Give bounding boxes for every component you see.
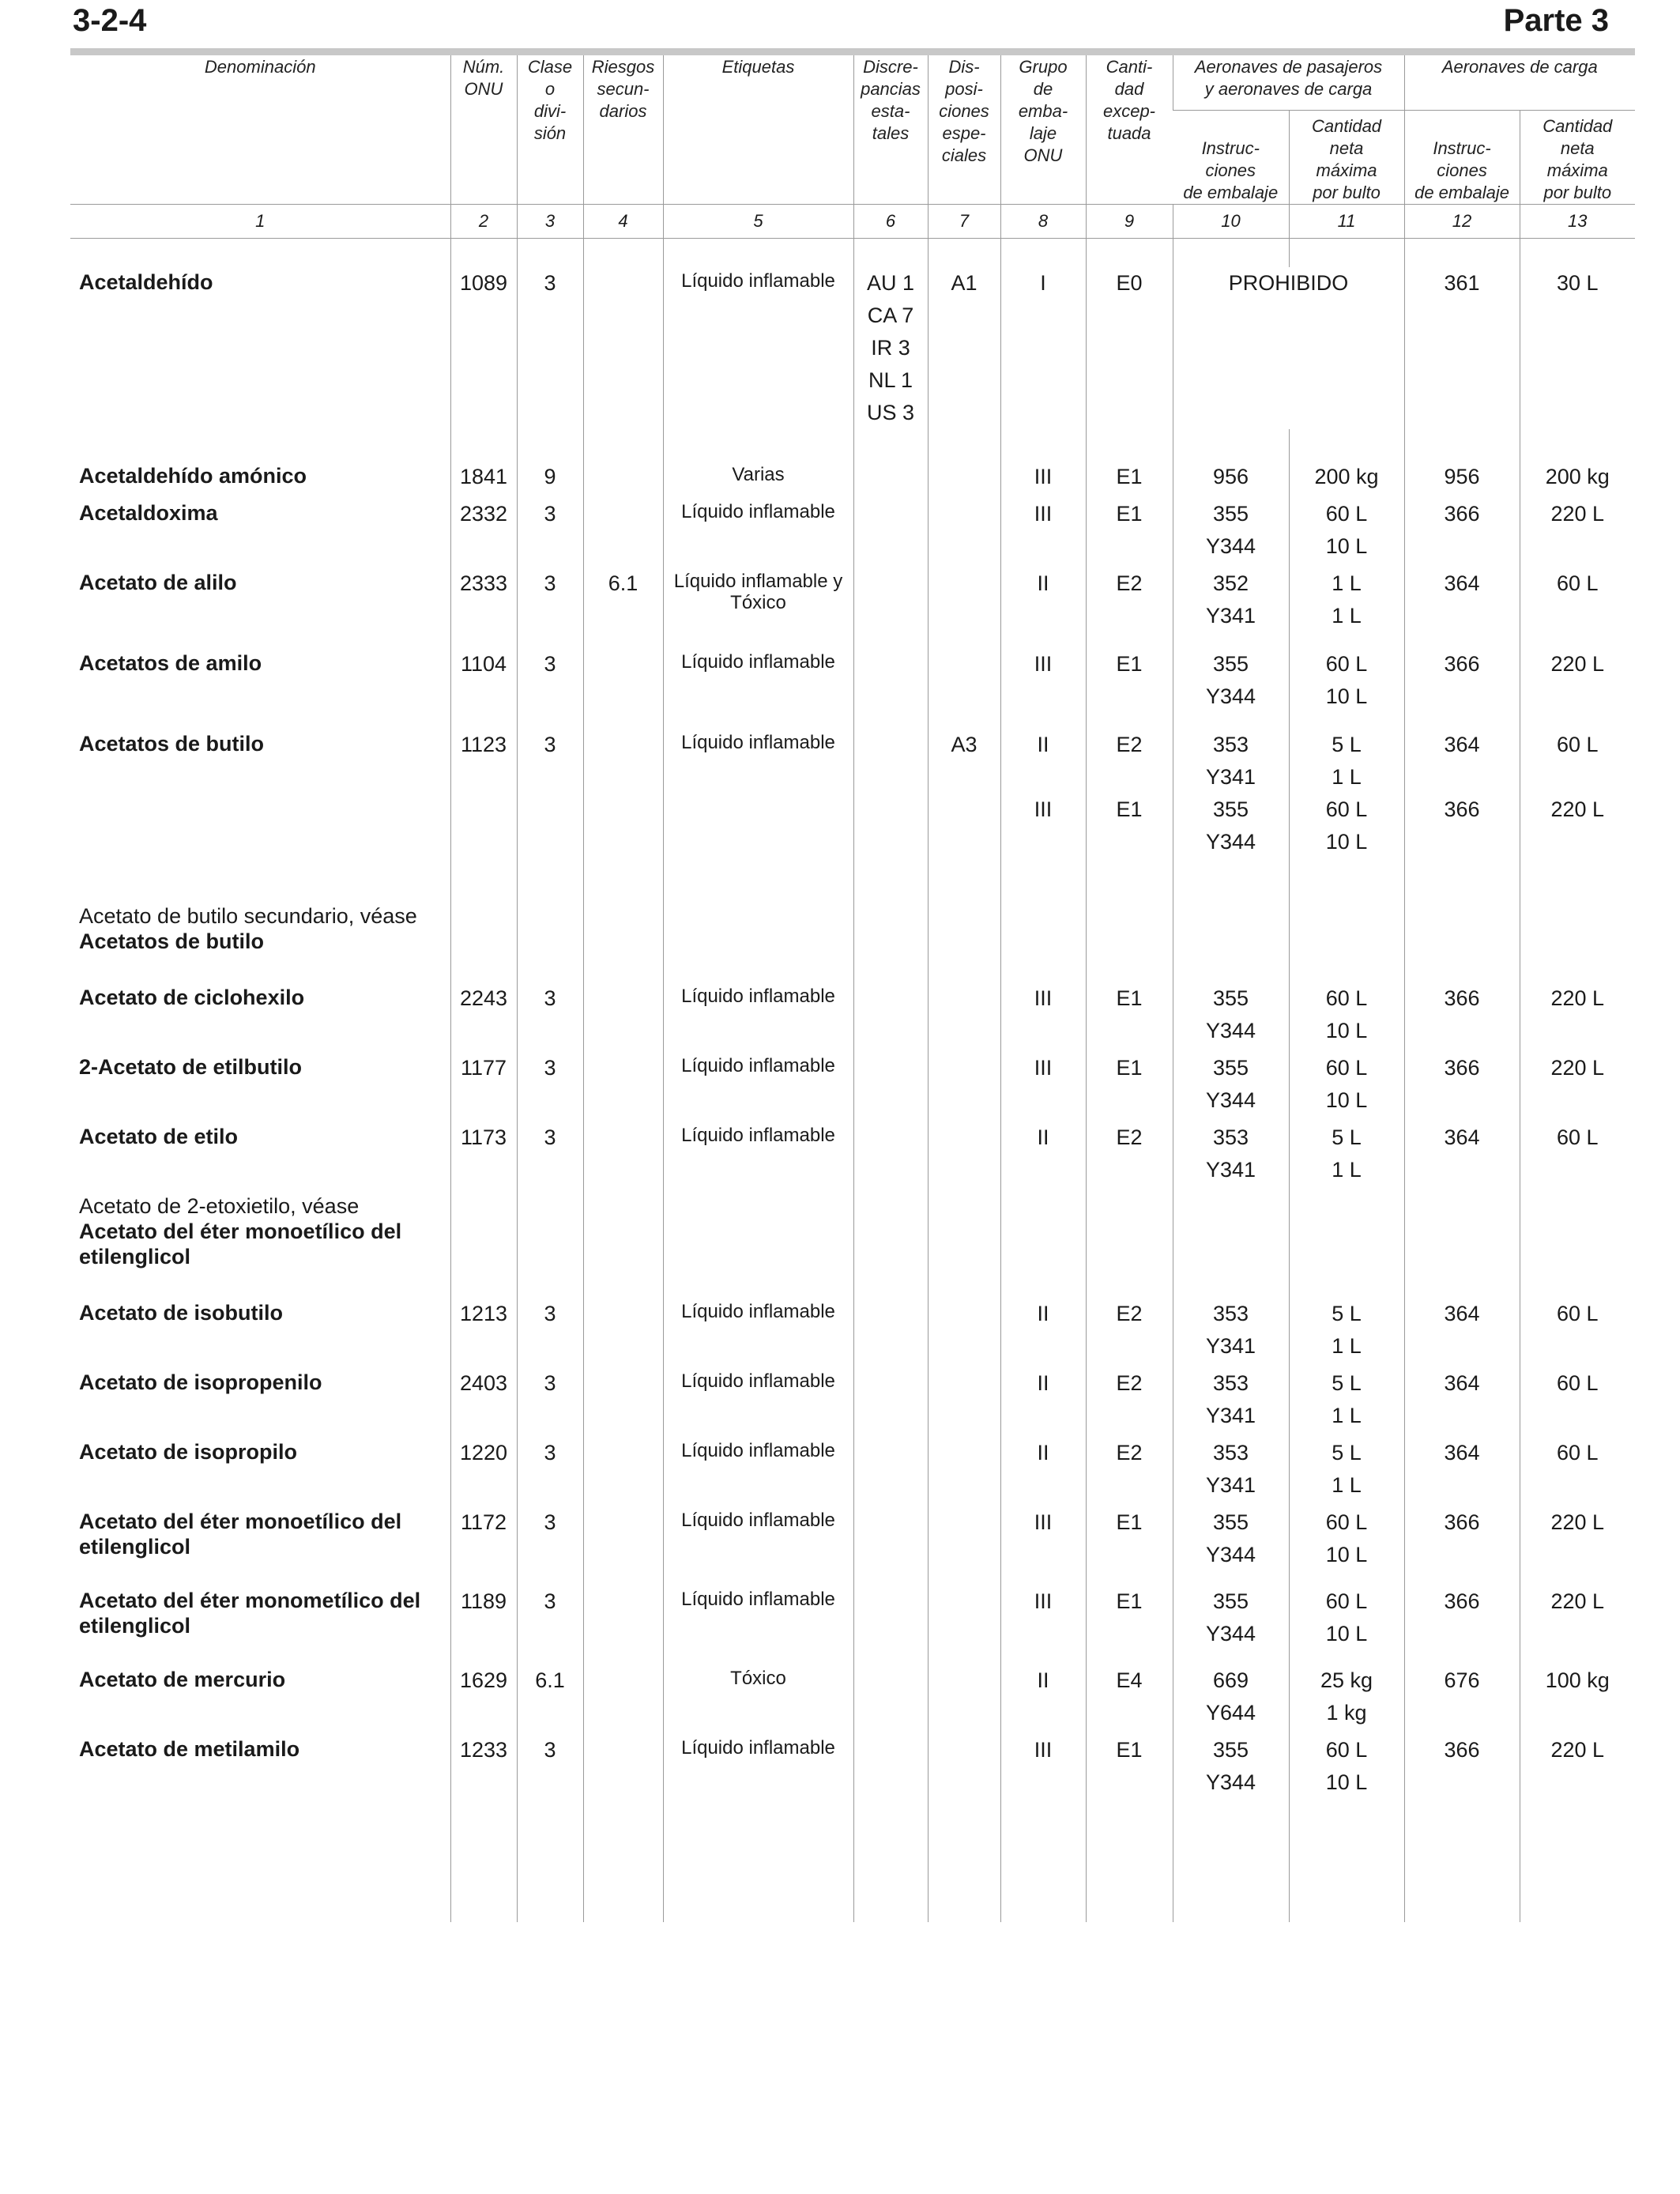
excepted-quantity: E4 <box>1086 1664 1173 1729</box>
pax-packing-instruction: 355 Y344 <box>1173 498 1289 563</box>
special-provision <box>928 982 1000 1047</box>
state-variation <box>853 1585 928 1650</box>
packing-group: I <box>1000 267 1086 429</box>
cargo-max-quantity: 220 L <box>1520 1585 1635 1650</box>
pax-packing-instruction: 353 Y341 <box>1173 1298 1289 1363</box>
column-number-7: 7 <box>928 205 1000 239</box>
un-number: 1213 <box>450 1298 517 1363</box>
prohibited-note: PROHIBIDO <box>1173 267 1404 429</box>
packing-group: III <box>1000 1585 1086 1650</box>
subsidiary-risk <box>583 1367 663 1432</box>
hazard-label: Líquido inflamable <box>663 267 853 429</box>
state-variation <box>853 1664 928 1729</box>
subsidiary-risk <box>583 729 663 858</box>
col-head-10: Instruc- ciones de embalaje <box>1183 138 1279 202</box>
substance-name: Acetato de metilamilo <box>79 1737 300 1761</box>
class: 9 <box>517 461 583 493</box>
subsidiary-risk <box>583 1585 663 1650</box>
table-row <box>70 1437 1635 1502</box>
un-number: 1841 <box>450 461 517 493</box>
excepted-quantity: E1 <box>1086 1506 1173 1571</box>
packing-group: III <box>1000 982 1086 1047</box>
pax-max-quantity: 60 L 10 L <box>1289 982 1404 1047</box>
state-variation <box>853 648 928 713</box>
pax-max-quantity: 60 L 10 L <box>1289 1052 1404 1117</box>
cargo-max-quantity: 100 kg <box>1520 1664 1635 1729</box>
state-variation <box>853 1367 928 1432</box>
table-row <box>70 648 1635 713</box>
packing-group: III <box>1000 1052 1086 1117</box>
hazard-label: Líquido inflamable <box>663 1122 853 1186</box>
excepted-quantity: E1 <box>1086 648 1173 713</box>
pax-packing-instruction: 669 Y644 <box>1173 1664 1289 1729</box>
cargo-max-quantity: 60 L <box>1520 1437 1635 1502</box>
hazard-label: Líquido inflamable <box>663 1585 853 1650</box>
cargo-max-quantity: 60 L <box>1520 567 1635 632</box>
special-provision <box>928 567 1000 632</box>
state-variation <box>853 1506 928 1571</box>
col-head-1: Denominación <box>204 57 316 77</box>
cargo-max-quantity: 220 L <box>1520 1506 1635 1571</box>
reference-target: Acetatos de butilo <box>79 929 265 953</box>
col-head-5: Etiquetas <box>663 55 853 205</box>
table-row <box>70 1052 1635 1117</box>
packing-group: III <box>1000 648 1086 713</box>
pax-max-quantity: 5 L 1 L <box>1289 1367 1404 1432</box>
class: 3 <box>517 498 583 563</box>
un-number: 1189 <box>450 1585 517 1650</box>
cargo-max-quantity: 60 L <box>1520 1298 1635 1363</box>
col-head-13: Cantidad neta máxima por bulto <box>1520 111 1635 205</box>
state-variation <box>853 461 928 493</box>
class: 3 <box>517 1298 583 1363</box>
special-provision <box>928 498 1000 563</box>
column-number-8: 8 <box>1000 205 1086 239</box>
un-number: 1089 <box>450 267 517 429</box>
state-variation <box>853 1437 928 1502</box>
special-provision <box>928 648 1000 713</box>
cargo-packing-instruction: 366 <box>1404 1506 1520 1571</box>
state-variation <box>853 1734 928 1799</box>
hazard-label: Líquido inflamable <box>663 1367 853 1432</box>
substance-name: Acetaldehído <box>79 270 213 294</box>
pax-packing-instruction: 353 Y341 355 Y344 <box>1173 729 1289 858</box>
hazard-label: Líquido inflamable <box>663 1298 853 1363</box>
hazard-label: Líquido inflamable <box>663 648 853 713</box>
col-head-11: Cantidad neta máxima por bulto <box>1289 111 1404 205</box>
cross-reference <box>70 1191 450 1269</box>
special-provision <box>928 1052 1000 1117</box>
pax-packing-instruction: 355 Y344 <box>1173 648 1289 713</box>
substance-name: Acetato de etilo <box>79 1125 239 1148</box>
cargo-max-quantity: 220 L <box>1520 648 1635 713</box>
table-row <box>70 1367 1635 1432</box>
dangerous-goods-table <box>70 55 1635 1922</box>
class: 3 <box>517 729 583 858</box>
excepted-quantity: E2 <box>1086 1298 1173 1363</box>
class: 3 <box>517 1122 583 1186</box>
special-provision <box>928 1367 1000 1432</box>
pax-max-quantity: 200 kg <box>1289 461 1404 493</box>
table-row <box>70 461 1635 493</box>
subsidiary-risk <box>583 267 663 429</box>
hazard-label: Varias <box>663 461 853 493</box>
table-row <box>70 729 1635 858</box>
un-number: 2403 <box>450 1367 517 1432</box>
column-number-row <box>70 205 1635 239</box>
pax-packing-instruction: 355 Y344 <box>1173 1585 1289 1650</box>
subsidiary-risk <box>583 461 663 493</box>
cargo-packing-instruction: 364 <box>1404 1298 1520 1363</box>
pax-packing-instruction: 353 Y341 <box>1173 1437 1289 1502</box>
substance-name: Acetato de isopropenilo <box>79 1370 322 1394</box>
pax-max-quantity: 60 L 10 L <box>1289 648 1404 713</box>
subsidiary-risk <box>583 1506 663 1571</box>
class: 3 <box>517 1506 583 1571</box>
column-number-13: 13 <box>1520 205 1635 239</box>
excepted-quantity: E1 <box>1086 1052 1173 1117</box>
col-head-4: Riesgos secun- darios <box>583 55 663 205</box>
table-row <box>70 567 1635 632</box>
subsidiary-risk <box>583 1734 663 1799</box>
pax-packing-instruction: 956 <box>1173 461 1289 493</box>
special-provision <box>928 1664 1000 1729</box>
class: 3 <box>517 1052 583 1117</box>
subsidiary-risk <box>583 1052 663 1117</box>
pax-max-quantity: 1 L 1 L <box>1289 567 1404 632</box>
class: 3 <box>517 1437 583 1502</box>
subsidiary-risk <box>583 498 663 563</box>
cargo-max-quantity: 220 L <box>1520 498 1635 563</box>
excepted-quantity: E2 E1 <box>1086 729 1173 858</box>
pax-max-quantity: 60 L 10 L <box>1289 1506 1404 1571</box>
packing-group: III <box>1000 1734 1086 1799</box>
table-row <box>70 498 1635 563</box>
packing-group: II III <box>1000 729 1086 858</box>
cargo-packing-instruction: 676 <box>1404 1664 1520 1729</box>
col-head-9: Canti- dad excep- tuada <box>1086 55 1173 205</box>
cargo-max-quantity: 220 L <box>1520 1734 1635 1799</box>
pax-max-quantity: 5 L 1 L 60 L 10 L <box>1289 729 1404 858</box>
cargo-max-quantity: 30 L <box>1520 267 1635 429</box>
un-number: 1629 <box>450 1664 517 1729</box>
state-variation <box>853 1052 928 1117</box>
un-number: 1104 <box>450 648 517 713</box>
excepted-quantity: E0 <box>1086 267 1173 429</box>
table-row <box>70 1585 1635 1650</box>
pax-packing-instruction: 353 Y341 <box>1173 1122 1289 1186</box>
substance-name: Acetato de mercurio <box>79 1668 286 1691</box>
table-row <box>70 1664 1635 1729</box>
special-provision: A3 <box>928 729 1000 858</box>
top-rule <box>70 48 1635 55</box>
reference-text: Acetato de 2-etoxietilo, véase <box>79 1194 360 1218</box>
special-provision <box>928 1734 1000 1799</box>
excepted-quantity: E2 <box>1086 1122 1173 1186</box>
column-number-1: 1 <box>70 205 450 239</box>
packing-group: II <box>1000 1437 1086 1502</box>
pax-max-quantity: 5 L 1 L <box>1289 1437 1404 1502</box>
packing-group: II <box>1000 1298 1086 1363</box>
substance-name: Acetatos de butilo <box>79 732 265 756</box>
cargo-max-quantity: 60 L 220 L <box>1520 729 1635 858</box>
subsidiary-risk: 6.1 <box>583 567 663 632</box>
excepted-quantity: E1 <box>1086 1734 1173 1799</box>
pax-packing-instruction: 352 Y341 <box>1173 567 1289 632</box>
column-number-9: 9 <box>1086 205 1173 239</box>
excepted-quantity: E1 <box>1086 498 1173 563</box>
excepted-quantity: E2 <box>1086 1437 1173 1502</box>
column-number-5: 5 <box>663 205 853 239</box>
pax-packing-instruction: 355 Y344 <box>1173 1052 1289 1117</box>
packing-group: II <box>1000 567 1086 632</box>
cargo-max-quantity: 220 L <box>1520 1052 1635 1117</box>
col-head-12: Instruc- ciones de embalaje <box>1404 111 1520 205</box>
class: 3 <box>517 1734 583 1799</box>
substance-name: Acetato de alilo <box>79 571 237 594</box>
cargo-packing-instruction: 366 <box>1404 1585 1520 1650</box>
un-number: 1220 <box>450 1437 517 1502</box>
reference-text: Acetato de butilo secundario, véase <box>79 904 417 928</box>
column-number-12: 12 <box>1404 205 1520 239</box>
special-provision <box>928 1298 1000 1363</box>
special-provision: A1 <box>928 267 1000 429</box>
pax-max-quantity: 5 L 1 L <box>1289 1298 1404 1363</box>
column-number-11: 11 <box>1289 205 1404 239</box>
class: 3 <box>517 648 583 713</box>
hazard-label: Líquido inflamable <box>663 1734 853 1799</box>
substance-name: Acetato de isopropilo <box>79 1440 298 1464</box>
cargo-packing-instruction: 956 <box>1404 461 1520 493</box>
packing-group: II <box>1000 1367 1086 1432</box>
cargo-packing-instruction: 364 <box>1404 1122 1520 1186</box>
cargo-packing-instruction: 366 <box>1404 498 1520 563</box>
substance-name: Acetaldoxima <box>79 501 218 525</box>
cargo-packing-instruction: 361 <box>1404 267 1520 429</box>
column-number-3: 3 <box>517 205 583 239</box>
table-row <box>70 1298 1635 1363</box>
subsidiary-risk <box>583 982 663 1047</box>
excepted-quantity: E2 <box>1086 1367 1173 1432</box>
hazard-label: Líquido inflamable <box>663 729 853 858</box>
col-head-7: Dis- posi- ciones espe- ciales <box>928 55 1000 205</box>
column-number-2: 2 <box>450 205 517 239</box>
un-number: 1233 <box>450 1734 517 1799</box>
col-head-8: Grupo de emba- laje ONU <box>1000 55 1086 205</box>
un-number: 1173 <box>450 1122 517 1186</box>
substance-name: Acetatos de amilo <box>79 651 262 675</box>
substance-name: Acetato del éter monometílico del etilenglicol <box>79 1589 421 1638</box>
special-provision <box>928 1585 1000 1650</box>
column-number-10: 10 <box>1173 205 1289 239</box>
state-variation <box>853 498 928 563</box>
table-row <box>70 1506 1635 1571</box>
pax-max-quantity: 25 kg 1 kg <box>1289 1664 1404 1729</box>
subsidiary-risk <box>583 1298 663 1363</box>
pax-packing-instruction: 355 Y344 <box>1173 1734 1289 1799</box>
special-provision <box>928 1437 1000 1502</box>
group-head-cargo: Aeronaves de carga <box>1404 55 1635 111</box>
substance-name: Acetato de ciclohexilo <box>79 986 305 1009</box>
state-variation <box>853 729 928 858</box>
part-title: Parte 3 <box>1503 3 1609 38</box>
state-variation <box>853 982 928 1047</box>
cargo-packing-instruction: 364 <box>1404 1437 1520 1502</box>
state-variation <box>853 567 928 632</box>
table-row <box>70 267 1635 429</box>
substance-name: Acetato del éter monoetílico del etilenglicol <box>79 1510 402 1559</box>
un-number: 1172 <box>450 1506 517 1571</box>
cargo-max-quantity: 200 kg <box>1520 461 1635 493</box>
column-number-6: 6 <box>853 205 928 239</box>
table-row <box>70 1122 1635 1186</box>
excepted-quantity: E1 <box>1086 461 1173 493</box>
class: 3 <box>517 1367 583 1432</box>
un-number: 2243 <box>450 982 517 1047</box>
substance-name: Acetato de isobutilo <box>79 1301 284 1325</box>
pax-max-quantity: 60 L 10 L <box>1289 498 1404 563</box>
cargo-packing-instruction: 364 <box>1404 1367 1520 1432</box>
cross-reference <box>70 901 450 954</box>
cargo-packing-instruction: 364 366 <box>1404 729 1520 858</box>
table-row <box>70 1734 1635 1799</box>
cargo-packing-instruction: 366 <box>1404 648 1520 713</box>
substance-name: Acetaldehído amónico <box>79 464 307 488</box>
cargo-packing-instruction: 366 <box>1404 1052 1520 1117</box>
special-provision <box>928 1506 1000 1571</box>
hazard-label: Líquido inflamable <box>663 1052 853 1117</box>
cargo-max-quantity: 220 L <box>1520 982 1635 1047</box>
state-variation <box>853 1298 928 1363</box>
hazard-label: Tóxico <box>663 1664 853 1729</box>
excepted-quantity: E1 <box>1086 1585 1173 1650</box>
subsidiary-risk <box>583 1664 663 1729</box>
hazard-label: Líquido inflamable y Tóxico <box>663 567 853 632</box>
col-head-6: Discre- pancias esta- tales <box>853 55 928 205</box>
un-number: 1177 <box>450 1052 517 1117</box>
un-number: 2332 <box>450 498 517 563</box>
cross-reference-row <box>70 1191 1635 1269</box>
pax-max-quantity: 60 L 10 L <box>1289 1585 1404 1650</box>
col-head-2: Núm. ONU <box>450 55 517 205</box>
cargo-max-quantity: 60 L <box>1520 1122 1635 1186</box>
state-variation: AU 1 CA 7 IR 3 NL 1 US 3 <box>853 267 928 429</box>
excepted-quantity: E1 <box>1086 982 1173 1047</box>
class: 3 <box>517 267 583 429</box>
column-number-4: 4 <box>583 205 663 239</box>
state-variation <box>853 1122 928 1186</box>
packing-group: III <box>1000 1506 1086 1571</box>
subsidiary-risk <box>583 648 663 713</box>
pax-packing-instruction: 355 Y344 <box>1173 982 1289 1047</box>
pax-packing-instruction: 353 Y341 <box>1173 1367 1289 1432</box>
class: 3 <box>517 1585 583 1650</box>
special-provision <box>928 461 1000 493</box>
class: 3 <box>517 982 583 1047</box>
pax-max-quantity: 5 L 1 L <box>1289 1122 1404 1186</box>
subsidiary-risk <box>583 1122 663 1186</box>
excepted-quantity: E2 <box>1086 567 1173 632</box>
col-head-3: Clase o divi- sión <box>517 55 583 205</box>
group-head-passenger: Aeronaves de pasajeros y aeronaves de carga <box>1173 55 1404 111</box>
cargo-packing-instruction: 364 <box>1404 567 1520 632</box>
hazard-label: Líquido inflamable <box>663 498 853 563</box>
hazard-label: Líquido inflamable <box>663 1437 853 1502</box>
hazard-label: Líquido inflamable <box>663 982 853 1047</box>
subsidiary-risk <box>583 1437 663 1502</box>
un-number: 2333 <box>450 567 517 632</box>
class: 3 <box>517 567 583 632</box>
pax-max-quantity: 60 L 10 L <box>1289 1734 1404 1799</box>
packing-group: III <box>1000 461 1086 493</box>
cargo-packing-instruction: 366 <box>1404 982 1520 1047</box>
cross-reference-row <box>70 901 1635 954</box>
packing-group: II <box>1000 1122 1086 1186</box>
pax-packing-instruction: 355 Y344 <box>1173 1506 1289 1571</box>
cargo-max-quantity: 60 L <box>1520 1367 1635 1432</box>
reference-target: Acetato del éter monoetílico del etilenglicol <box>79 1220 402 1269</box>
packing-group: II <box>1000 1664 1086 1729</box>
substance-name: 2-Acetato de etilbutilo <box>79 1055 303 1079</box>
un-number: 1123 <box>450 729 517 858</box>
packing-group: III <box>1000 498 1086 563</box>
table-row <box>70 982 1635 1047</box>
cargo-packing-instruction: 366 <box>1404 1734 1520 1799</box>
special-provision <box>928 1122 1000 1186</box>
section-number: 3-2-4 <box>73 3 147 38</box>
hazard-label: Líquido inflamable <box>663 1506 853 1571</box>
class: 6.1 <box>517 1664 583 1729</box>
